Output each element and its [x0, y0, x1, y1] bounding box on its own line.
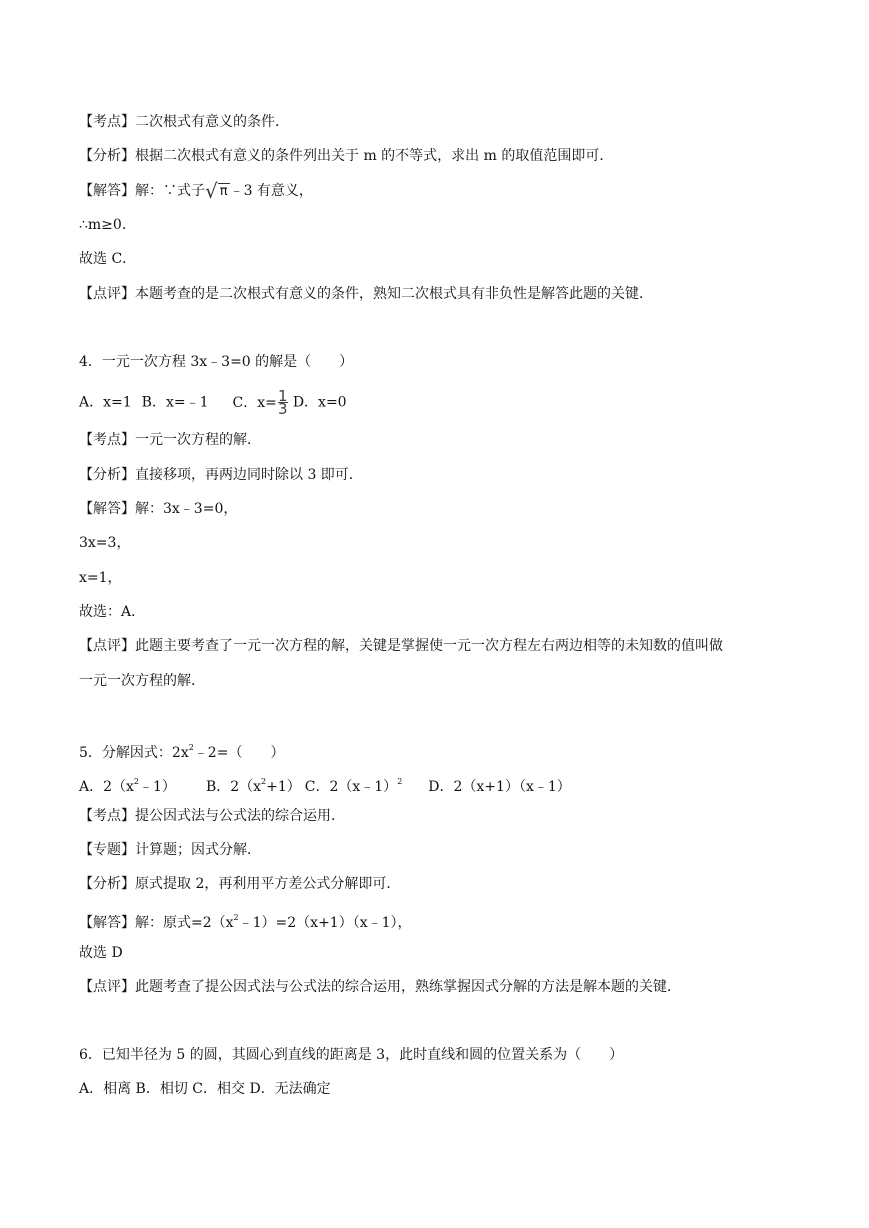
q5-opt-b — [206, 779, 301, 795]
q4-choose: 故选：A． — [79, 604, 146, 620]
q5-jieda-suffix: ﹣1）=2（x+1）（x﹣1）， — [238, 915, 412, 931]
q5-opt-d: D．2（x+1）（x﹣1） — [428, 779, 571, 795]
q4-opt-b: B．x=﹣1 — [141, 394, 209, 411]
q4-fenxi: 【分析】直接移项，再两边同时除以 3 即可． — [79, 467, 363, 483]
q5-dianping: 【点评】此题考查了提公因式法与公式法的综合运用，熟练掌握因式分解的方法是解本题的关键． — [79, 979, 681, 995]
q4-options — [79, 387, 347, 418]
q3-choose: 故选 C． — [79, 251, 137, 267]
radicand: π — [219, 184, 228, 199]
q4-opt-a: A．x=1 — [79, 394, 132, 411]
q5-stem — [79, 738, 284, 763]
fraction — [278, 387, 288, 418]
q5-zhuanti: 【专题】计算题；因式分解． — [79, 842, 261, 858]
q5-opt-a-suffix: ﹣1） — [139, 779, 176, 795]
q5-opt-a-prefix: A．2（x — [79, 779, 134, 795]
q4-dianping-1: 【点评】此题主要考查了一元一次方程的解，关键是掌握使一元一次方程左右两边相等的未知数的值叫做 — [79, 638, 723, 654]
q4-opt-c-prefix: C．x= — [232, 394, 277, 411]
q3-therefore: ∴m≥0． — [79, 217, 136, 233]
q5-stem-suffix: ﹣2=（ ） — [193, 745, 285, 761]
q3-kaodian: 【考点】二次根式有意义的条件． — [79, 114, 289, 130]
q4-step2: x=1， — [79, 570, 122, 586]
sqrt-expression: √ π — [205, 179, 228, 203]
q5-fenxi: 【分析】原式提取 2，再利用平方差公式分解即可． — [79, 876, 401, 892]
superscript: 2 — [233, 913, 239, 922]
q5-opt-c — [305, 779, 403, 795]
fraction-denominator: 3 — [278, 400, 288, 418]
q5-opt-b-suffix: +1） — [266, 779, 301, 795]
superscript: 2 — [188, 743, 194, 752]
q4-step1: 3x=3， — [79, 535, 131, 551]
q3-fenxi: 【分析】根据二次根式有意义的条件列出关于 m 的不等式，求出 m 的取值范围即可． — [79, 148, 614, 164]
q5-opt-b-prefix: B．2（x — [205, 779, 262, 795]
superscript: 2 — [133, 777, 140, 786]
q5-kaodian: 【考点】提公因式法与公式法的综合运用． — [79, 808, 345, 824]
superscript: 2 — [261, 777, 267, 786]
q3-jieda — [79, 181, 313, 202]
q5-jieda — [79, 908, 412, 933]
q4-dianping-2: 一元一次方程的解． — [79, 673, 205, 689]
q6-stem: 6．已知半径为 5 的圆，其圆心到直线的距离是 3，此时直线和圆的位置关系为（ ） — [79, 1047, 624, 1063]
q4-kaodian: 【考点】一元一次方程的解． — [79, 432, 261, 448]
q4-jieda: 【解答】解：3x﹣3=0， — [79, 501, 238, 517]
q3-jieda-suffix: ﹣3 有意义， — [229, 183, 313, 199]
q3-dianping: 【点评】本题考查的是二次根式有意义的条件，熟知二次根式具有非负性是解答此题的关键． — [79, 286, 653, 302]
q5-choose: 故选 D — [79, 945, 123, 961]
q5-stem-prefix: 5．分解因式：2x — [79, 745, 189, 761]
q4-opt-d: D．x=0 — [292, 394, 347, 411]
q5-jieda-prefix: 【解答】解：原式=2（x — [79, 915, 234, 931]
q5-opt-c-prefix: C．2（x﹣1） — [304, 779, 398, 795]
q4-stem: 4．一元一次方程 3x﹣3=0 的解是（ ） — [79, 354, 354, 370]
q5-opt-a — [79, 779, 176, 795]
q4-opt-c — [232, 387, 288, 418]
q6-options: A．相离 B．相切 C．相交 D．无法确定 — [79, 1081, 331, 1097]
q3-jieda-prefix: 【解答】解：∵式子 — [79, 183, 205, 199]
q5-options — [79, 772, 571, 797]
superscript: 2 — [397, 777, 403, 786]
fraction-numerator: 1 — [278, 387, 288, 405]
